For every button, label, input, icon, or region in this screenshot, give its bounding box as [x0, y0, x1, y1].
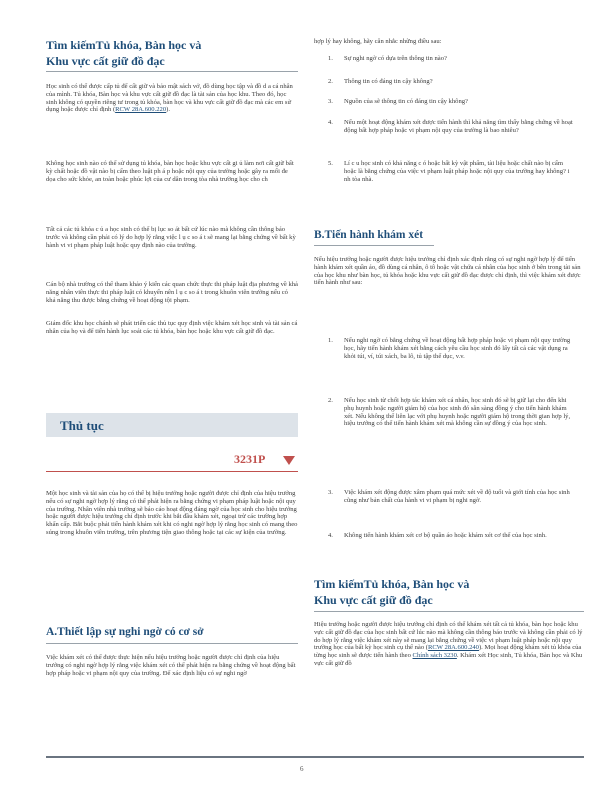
rcw-link[interactable]: RCW 28A.600.220: [115, 106, 167, 114]
paragraph: [314, 621, 584, 668]
list-number: 4.: [328, 532, 333, 539]
list-number: 3.: [328, 489, 333, 496]
footer-rule: [46, 756, 584, 758]
heading-rule: [46, 643, 298, 644]
paragraph: Một học sinh và tài sản của họ có thể bị hiệu trưởng hoặc người được chỉ định của hiệu trưởng nếu có sự nghi ngờ hợp lý rằng có thể phát hiện ra bằng chứng vi phạm pháp luật hoặc nội quy của trường. Nhân viên nhà trường sẽ báo cáo hoạt động đáng ngờ của học sinh cho hiệu trưởng hoặc người được hiệu trưởng chỉ định trước khi bắt đầu khám xét, ngoại trừ các trường hợp khẩn cấp. Bắt buộc phải tiến hành khám xét khi có nghi ngờ hợp lý rằng học sinh có mang theo súng trong khuôn viên trường, trên phương tiện giao thông hoặc tại các sự kiện của trường.: [46, 490, 298, 536]
policy-code-row: [46, 452, 298, 468]
paragraph: Việc khám xét có thể được thực hiện nếu hiệu trưởng hoặc người được chỉ định của hiệu trưởng có nghi ngờ hợp lý rằng việc khám xét có thể phát hiện ra bằng chứng về hoạt động bất hợp pháp hoặc vi phạm nội quy của trường. Để xác định liệu có sự nghi ngờ: [46, 654, 296, 677]
title-line-1: Tìm kiếmTủ khóa, Bàn học và: [314, 577, 470, 591]
section-b-title: B.Tiến hành khám xét: [314, 229, 424, 241]
list-number: 1.: [328, 337, 333, 344]
list-number: 4.: [328, 119, 333, 126]
rcw-link[interactable]: RCW 28A.600.240: [428, 644, 479, 652]
list-number: 3.: [328, 98, 333, 105]
policy-link[interactable]: Chính sách 3230: [412, 652, 457, 660]
paragraph-text-mid: ). Mọi hoạt động khám xét tủ khóa của từng học sinh sẽ được tiến hành theo: [314, 644, 582, 660]
paragraph-text: Học sinh có thể được cấp tủ để cất giữ và bảo mật sách vở, đồ dùng học tập và đồ d a cá nhân của mình. Tủ khóa, Bàn học và khu vực cất giữ đồ đạc là tài sản của học khu. Theo đó, học sinh không có quyền riêng tư trong tủ khóa, bàn học và khu vực cất giữ đồ đạc mà các em sử dụng hoặc được chỉ định (: [46, 83, 293, 114]
list-number: 2.: [328, 78, 333, 85]
paragraph: Không học sinh nào có thể sử dụng tủ khóa, bàn học hoặc khu vực cất gi ủ làm nơi cất giữ bất kỳ chất hoặc đồ vật nào bị cấm theo luật ph á p hoặc nội quy của trường hoặc gây ra mối đe dọa cho sức khỏe, an toàn hoặc phúc lợi của cư dân trong tòa nhà trường học cho ch: [46, 160, 294, 183]
policy-code: 3231P: [234, 452, 266, 466]
list-text: Nguồn của sẽ thông tin có đáng tin cậy không?: [344, 98, 468, 105]
intro-text: hợp lý hay không, hãy cân nhắc những điều sau:: [314, 38, 442, 45]
list-number: 5.: [328, 160, 333, 167]
paragraph: Cán bộ nhà trường có thể tham khảo ý kiến các quan chức thực thi pháp luật địa phương về khả năng nhân viên thực thi pháp luật có khuyến nên l ụ c so á t trong khuôn viên trường nếu có khả năng thu được bằng chứng về hoạt động tội phạm.: [46, 281, 298, 304]
paragraph: Nếu hiệu trưởng hoặc người được hiệu trưởng chỉ định xác định rằng có sự nghi ngờ hợp lý để tiến hành khám xét quần áo, đồ dùng cá nhân, ô tô hoặc vật chứa cá nhân của học sinh ở bên trong tài sản của học khu như bàn học, tủ khóa hoặc khu vực cất giữ đồ đạc được chỉ định, thì việc khám xét được tiến hành như sau:: [314, 256, 581, 287]
title-line-2: Khu vực cất giữ đồ đạc: [46, 54, 165, 68]
list-text: Sự nghi ngờ có dựa trên thông tin nào?: [344, 55, 447, 62]
list-text: Nếu học sinh từ chối hợp tác khám xét cá nhân, học sinh đó sẽ bị giữ lại cho đến khi phụ huynh hoặc người giám hộ của học sinh đó sẵn sàng đồng ý cho tiến hành khám xét. Nếu không thể liên lạc với phụ huynh hoặc người giám hộ trong thời gian hợp lý, hiệu trưởng có thể tiến hành khám xét mà không cần sự đồng ý của học sinh.: [344, 397, 571, 428]
list-text: Việc khám xét động được xâm phạm quá mức xét về độ tuổi và giới tính của học sinh cũng như bản chất của hành vi vi phạm bị nghi ngờ.: [344, 489, 570, 504]
heading-rule: [46, 71, 298, 72]
list-number: 2.: [328, 397, 333, 404]
paragraph: Giám đốc khu học chánh sẽ phát triển các thủ tục quy định việc khám xét học sinh và tài sản cá nhân của họ và để tiến hành lục soát các tủ khóa, bàn học hoặc khu vực cất giữ đồ đạc.: [46, 320, 298, 335]
title-line-1: Tìm kiếmTủ khóa, Bàn học và: [46, 38, 202, 52]
list-text: Thông tin có đáng tin cậy không?: [344, 78, 433, 85]
list-number: 1.: [328, 55, 333, 62]
section-title-search-lockers: [46, 37, 298, 69]
list-text: Lí c u học sinh có khả năng c ó hoặc bất kỳ vật phẩm, tài liệu hoặc chất nào bị cấm hoặc là bằng chứng của việc vi phạm luật pháp hoặc nội quy của trường hay không? i nh tòa nhà.: [344, 160, 570, 183]
section-a-title: A.Thiết lập sự nghi ngờ có cơ sở: [46, 626, 204, 638]
page-number: 6: [300, 765, 304, 773]
list-text: Nếu một hoạt động khám xét được tiến hành thì khả năng tìm thấy bằng chứng về hoạt động bất hợp pháp hoặc vi phạm nội quy của trường là bao nhiêu?: [344, 119, 573, 134]
paragraph-text-end: ).: [166, 106, 170, 114]
section-title-search-lockers-2: [314, 576, 584, 608]
triangle-down-icon: [283, 456, 295, 465]
paragraph-text-end: . Khám xét Học sinh, Tủ khóa, Bàn học và Khu vực cất giữ đồ: [314, 652, 583, 667]
procedure-band: [46, 413, 298, 437]
paragraph: Tất cả các tủ khóa c ủ a học sinh có thể bị lục so át bất cứ lúc nào mà không cần thông báo trước và không cần phải có lý do hợp lý rằng việc l ụ c so á t sẽ mang lại bằng chứng về bất kỳ hành vi vi phạm pháp luật hoặc quy định nào của trường.: [46, 226, 296, 249]
list-text: Nếu nghi ngờ có bằng chứng về hoạt động bất hợp pháp hoặc vi phạm nội quy trường học, hãy tiến hành khám xét bằng cách yêu cầu học sinh đó lấy tất cả các vật dụng ra khỏi túi, ví, túi xách, ba lô, tủ tập thể dục, v.v.: [344, 337, 571, 360]
title-line-2: Khu vực cất giữ đồ đạc: [314, 593, 433, 607]
code-rule: [46, 471, 298, 472]
heading-rule: [314, 611, 584, 612]
paragraph: [46, 83, 298, 114]
paragraph-text: Hiệu trưởng hoặc người được hiệu trưởng chỉ định có thể khám xét tất cả tủ khóa, bàn học hoặc khu vực cất giữ đồ đạc của học sinh bất cứ lúc nào mà không cần thông báo trước và không cần phải có lý do hợp lý rằng việc khám xét này sẽ mang lại bằng chứng về việc vi phạm luật pháp hoặc nội quy trường học của bất kỳ học sinh cụ thể nào (: [314, 621, 583, 652]
procedure-title: Thủ tục: [60, 418, 104, 433]
heading-rule: [314, 245, 434, 246]
list-text: Không tiến hành khám xét cơ bộ quần áo hoặc khám xét cơ thể của học sinh.: [344, 532, 547, 539]
